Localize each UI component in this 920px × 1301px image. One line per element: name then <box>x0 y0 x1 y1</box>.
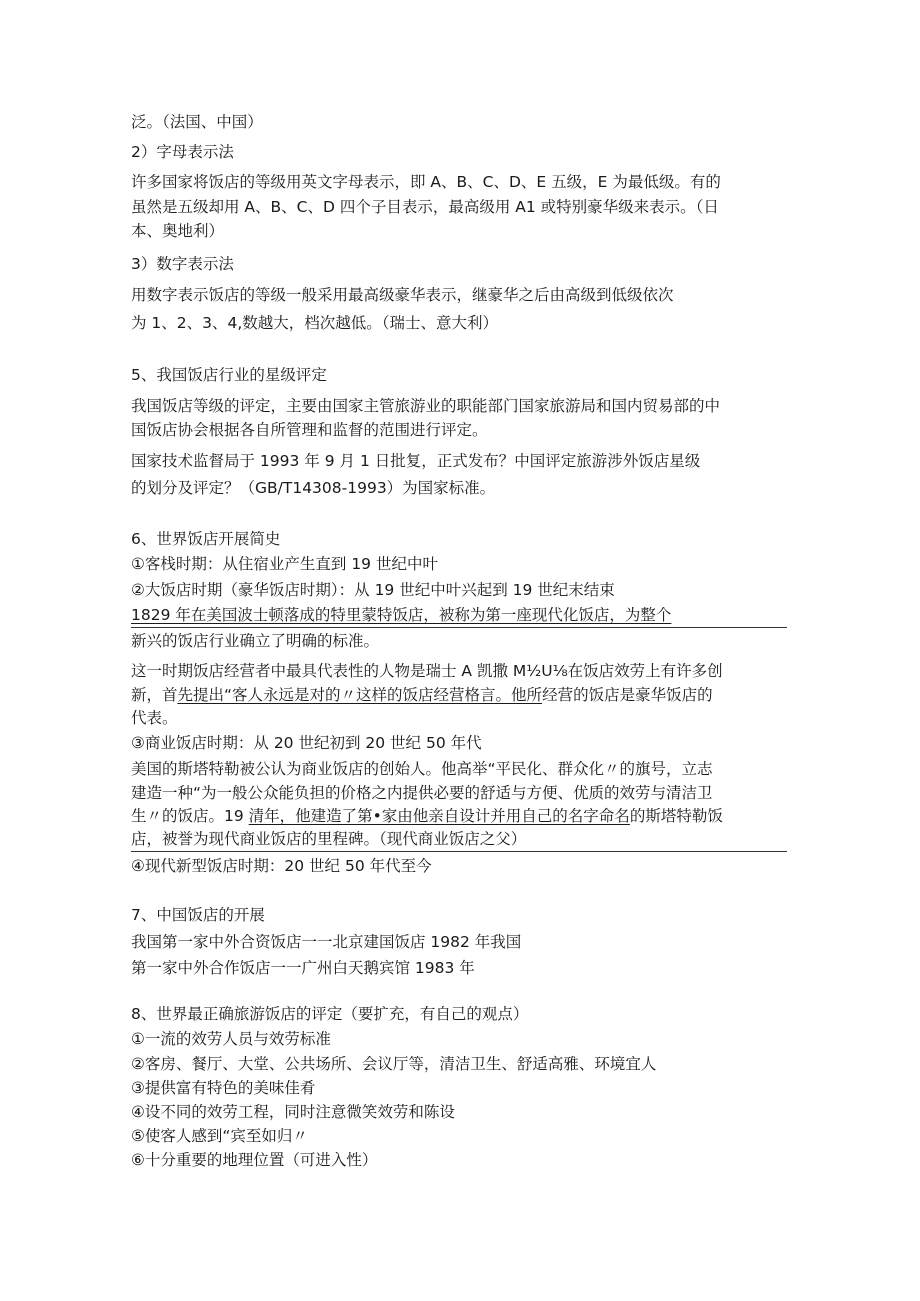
text-line <box>131 805 723 827</box>
heading-number-method: 3）数字表示法 <box>131 255 234 273</box>
section-heading-6: 6、世界饭店开展简史 <box>131 530 281 548</box>
text-line: 的划分及评定？（GB/T14308-1993）为国家标准。 <box>131 479 496 497</box>
text-line: 国家技术监督局于 1993 年 9 月 1 日批复，正式发布？中国评定旅游涉外饭店星级 <box>131 452 701 470</box>
text-line: 用数字表示饭店的等级一般采用最高级豪华表示，继豪华之后由高级到低级依次 <box>131 286 674 304</box>
text-line: 美国的斯塔特勒被公认为商业饭店的创始人。他高举“平民化、群众化〃的旗号，立志 <box>131 760 713 778</box>
underlined-segment: 清年，他建造了第•家由他亲自设计并用自己的名字命名 <box>248 807 630 825</box>
text-line: 国饭店协会根据各自所管理和监督的范围进行评定。 <box>131 421 488 439</box>
text-line: 我国饭店等级的评定，主要由国家主管旅游业的职能部门国家旅游局和国内贸易部的中 <box>131 397 721 415</box>
list-item: ⑤使客人感到“宾至如归〃 <box>131 1127 308 1145</box>
section-heading-8: 8、世界最正确旅游饭店的评定（要扩充，有自己的观点） <box>131 1005 529 1023</box>
text-line: 为 1、2、3、4,数越大，档次越低。（瑞士、意大利） <box>131 314 499 332</box>
text-line: 代表。 <box>131 709 178 727</box>
text-line: 我国第一家中外合资饭店一一北京建国饭店 1982 年我国 <box>131 933 522 951</box>
divider-line <box>131 851 787 852</box>
text-line: 这一时期饭店经营者中最具代表性的人物是瑞士 A 凯撒 M½U⅛在饭店效劳上有许多创 <box>131 662 723 680</box>
text-line: 建造一种“为一般公众能负担的价格之内提供必要的舒适与方便、优质的效劳与清洁卫 <box>131 784 713 802</box>
heading-letter-method: 2）字母表示法 <box>131 143 234 161</box>
list-item: ②客房、餐厅、大堂、公共场所、会议厅等，清洁卫生、舒适高雅、环境宜人 <box>131 1055 657 1073</box>
text-line <box>131 684 713 706</box>
list-item: ④设不同的效劳工程，同时注意微笑效劳和陈设 <box>131 1103 455 1121</box>
section-heading-5: 5、我国饭店行业的星级评定 <box>131 366 327 384</box>
text-line: ①客栈时期：从住宿业产生直到 19 世纪中叶 <box>131 555 438 573</box>
text-line: 许多国家将饭店的等级用英文字母表示，即 A、B、C、D、E 五级，E 为最低级。有的 <box>131 173 721 191</box>
text-line: 本、奥地利） <box>131 222 225 240</box>
text-segment: 经营的饭店是豪华饭店的 <box>542 686 713 704</box>
divider-line <box>131 627 787 628</box>
text-line: 虽然是五级却用 A、B、C、D 四个子目表示，最高级用 A1 或特别豪华级来表示。（日 <box>131 198 719 216</box>
text-segment: 的斯塔特勒饭 <box>629 807 723 825</box>
underlined-segment: 先提出“客人永远是对的〃这样的饭店经营格言。他所 <box>177 686 543 704</box>
text-segment: 新，首 <box>131 686 178 704</box>
text-line: 第一家中外合作饭店一一广州白天鹅宾馆 1983 年 <box>131 959 475 977</box>
text-line: ④现代新型饭店时期：20 世纪 50 年代至今 <box>131 857 432 875</box>
text-segment: 生〃的饭店。19 <box>131 807 249 825</box>
list-item: ⑥十分重要的地理位置（可进入性） <box>131 1151 378 1169</box>
text-line: ②大饭店时期（豪华饭店时期）：从 19 世纪中叶兴起到 19 世纪末结束 <box>131 581 615 599</box>
text-line: ③商业饭店时期：从 20 世纪初到 20 世纪 50 年代 <box>131 734 482 752</box>
text-line: 泛。（法国、中国） <box>131 113 263 131</box>
list-item: ①一流的效劳人员与效劳标准 <box>131 1030 331 1048</box>
text-line: 新兴的饭店行业确立了明确的标准。 <box>131 632 380 650</box>
text-line: 店，被誉为现代商业饭店的里程碑。（现代商业饭店之父） <box>131 830 527 848</box>
list-item: ③提供富有特色的美味佳肴 <box>131 1079 316 1097</box>
section-heading-7: 7、中国饭店的开展 <box>131 906 265 924</box>
underlined-line: 1829 年在美国波士顿落成的特里蒙特饭店，被称为第一座现代化饭店，为整个 <box>131 606 672 624</box>
